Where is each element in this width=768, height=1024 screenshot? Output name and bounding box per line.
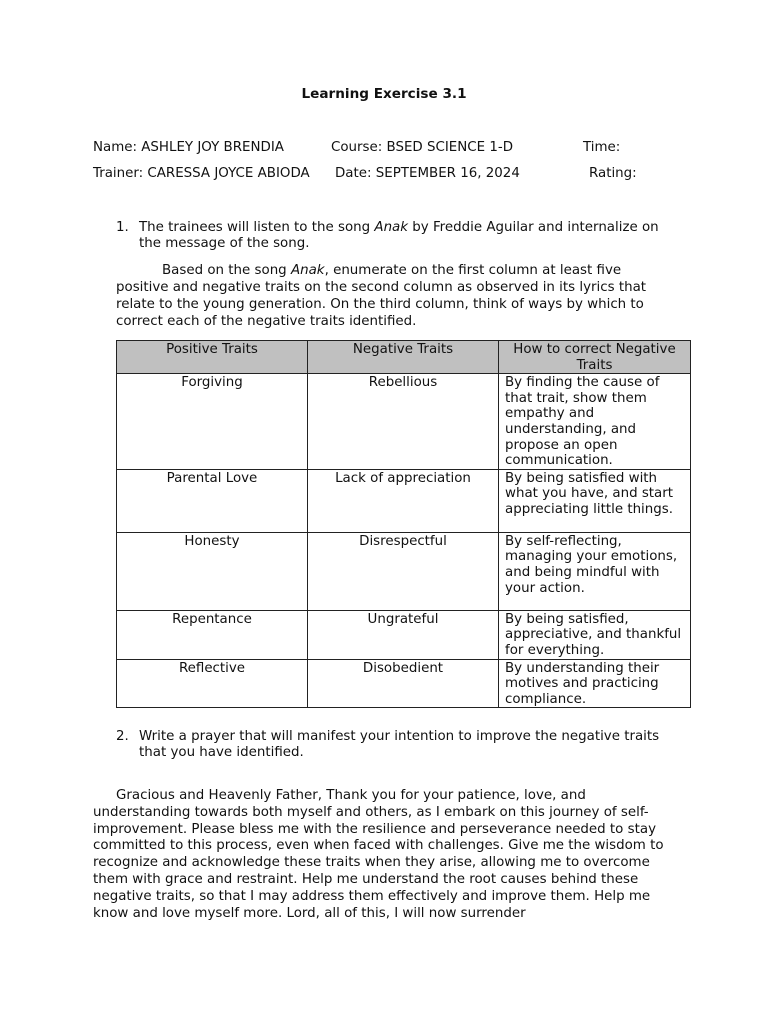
traits-table — [116, 340, 691, 708]
table-row — [117, 659, 691, 708]
correction-cell: By finding the cause of that trait, show them empathy and understanding, and propose an open communication. — [499, 374, 691, 470]
course-field: Course: BSED SCIENCE 1-D — [331, 140, 514, 155]
positive-trait-cell: Forgiving — [117, 374, 308, 470]
table-row — [117, 532, 691, 610]
header-positive-traits: Positive Traits — [117, 341, 308, 374]
negative-trait-cell: Rebellious — [308, 374, 499, 470]
negative-trait-cell: Lack of appreciation — [308, 469, 499, 532]
table-header-row — [117, 341, 691, 374]
name-field: Name: ASHLEY JOY BRENDIA — [93, 140, 284, 155]
positive-trait-cell: Repentance — [117, 610, 308, 659]
instruction-paragraph: Based on the song Anak, enumerate on the first column at least five positive and negative traits on the second column as observed in its lyrics that relate to the young generation. On the third column, think of ways by which to correct each of the negative traits identified. — [116, 263, 647, 329]
correction-cell: By understanding their motives and practicing compliance. — [499, 659, 691, 708]
rating-field: Rating: — [589, 166, 637, 181]
list-item-1 — [116, 220, 676, 252]
table-row — [117, 469, 691, 532]
list-number: 1. — [116, 220, 129, 235]
prayer-paragraph — [93, 788, 683, 922]
list-item-text: The trainees will listen to the song Anak by Freddie Aguilar and internalize on the message of the song. — [139, 220, 659, 251]
header-correction: How to correct Negative Traits — [499, 341, 691, 374]
list-item-text: Write a prayer that will manifest your intention to improve the negative traits that you have identified. — [139, 729, 660, 760]
list-item-2 — [116, 729, 676, 761]
table-row — [117, 374, 691, 470]
date-field: Date: SEPTEMBER 16, 2024 — [335, 166, 520, 181]
negative-trait-cell: Disrespectful — [308, 532, 499, 610]
correction-cell: By being satisfied, appreciative, and thankful for everything. — [499, 610, 691, 659]
song-title: Anak — [374, 220, 409, 235]
page-title: Learning Exercise 3.1 — [301, 86, 467, 102]
table-row — [117, 610, 691, 659]
list-number: 2. — [116, 729, 129, 744]
positive-trait-cell: Honesty — [117, 532, 308, 610]
prayer-text: Gracious and Heavenly Father, Thank you for your patience, love, and understanding towards both myself and others, as I embark on this journey of self-improvement. Please bless me with the resilience and perseverance needed to stay committed to this process, even when faced with challenges. Give me the wisdom to recognize and acknowledge these traits when they arise, allowing me to overcome them with grace and restraint. Help me understand the root causes behind these negative traits, so that I may address them effectively and improve them. Help me know and love myself more. Lord, all of this, I will now surrender — [93, 788, 664, 921]
header-negative-traits: Negative Traits — [308, 341, 499, 374]
song-title: Anak — [290, 263, 325, 278]
positive-trait-cell: Parental Love — [117, 469, 308, 532]
time-field: Time: — [583, 140, 621, 155]
correction-cell: By being satisfied with what you have, and start appreciating little things. — [499, 469, 691, 532]
negative-trait-cell: Disobedient — [308, 659, 499, 708]
negative-trait-cell: Ungrateful — [308, 610, 499, 659]
trainer-field: Trainer: CARESSA JOYCE ABIODA — [93, 166, 310, 181]
positive-trait-cell: Reflective — [117, 659, 308, 708]
correction-cell: By self-reflecting, managing your emotions, and being mindful with your action. — [499, 532, 691, 610]
